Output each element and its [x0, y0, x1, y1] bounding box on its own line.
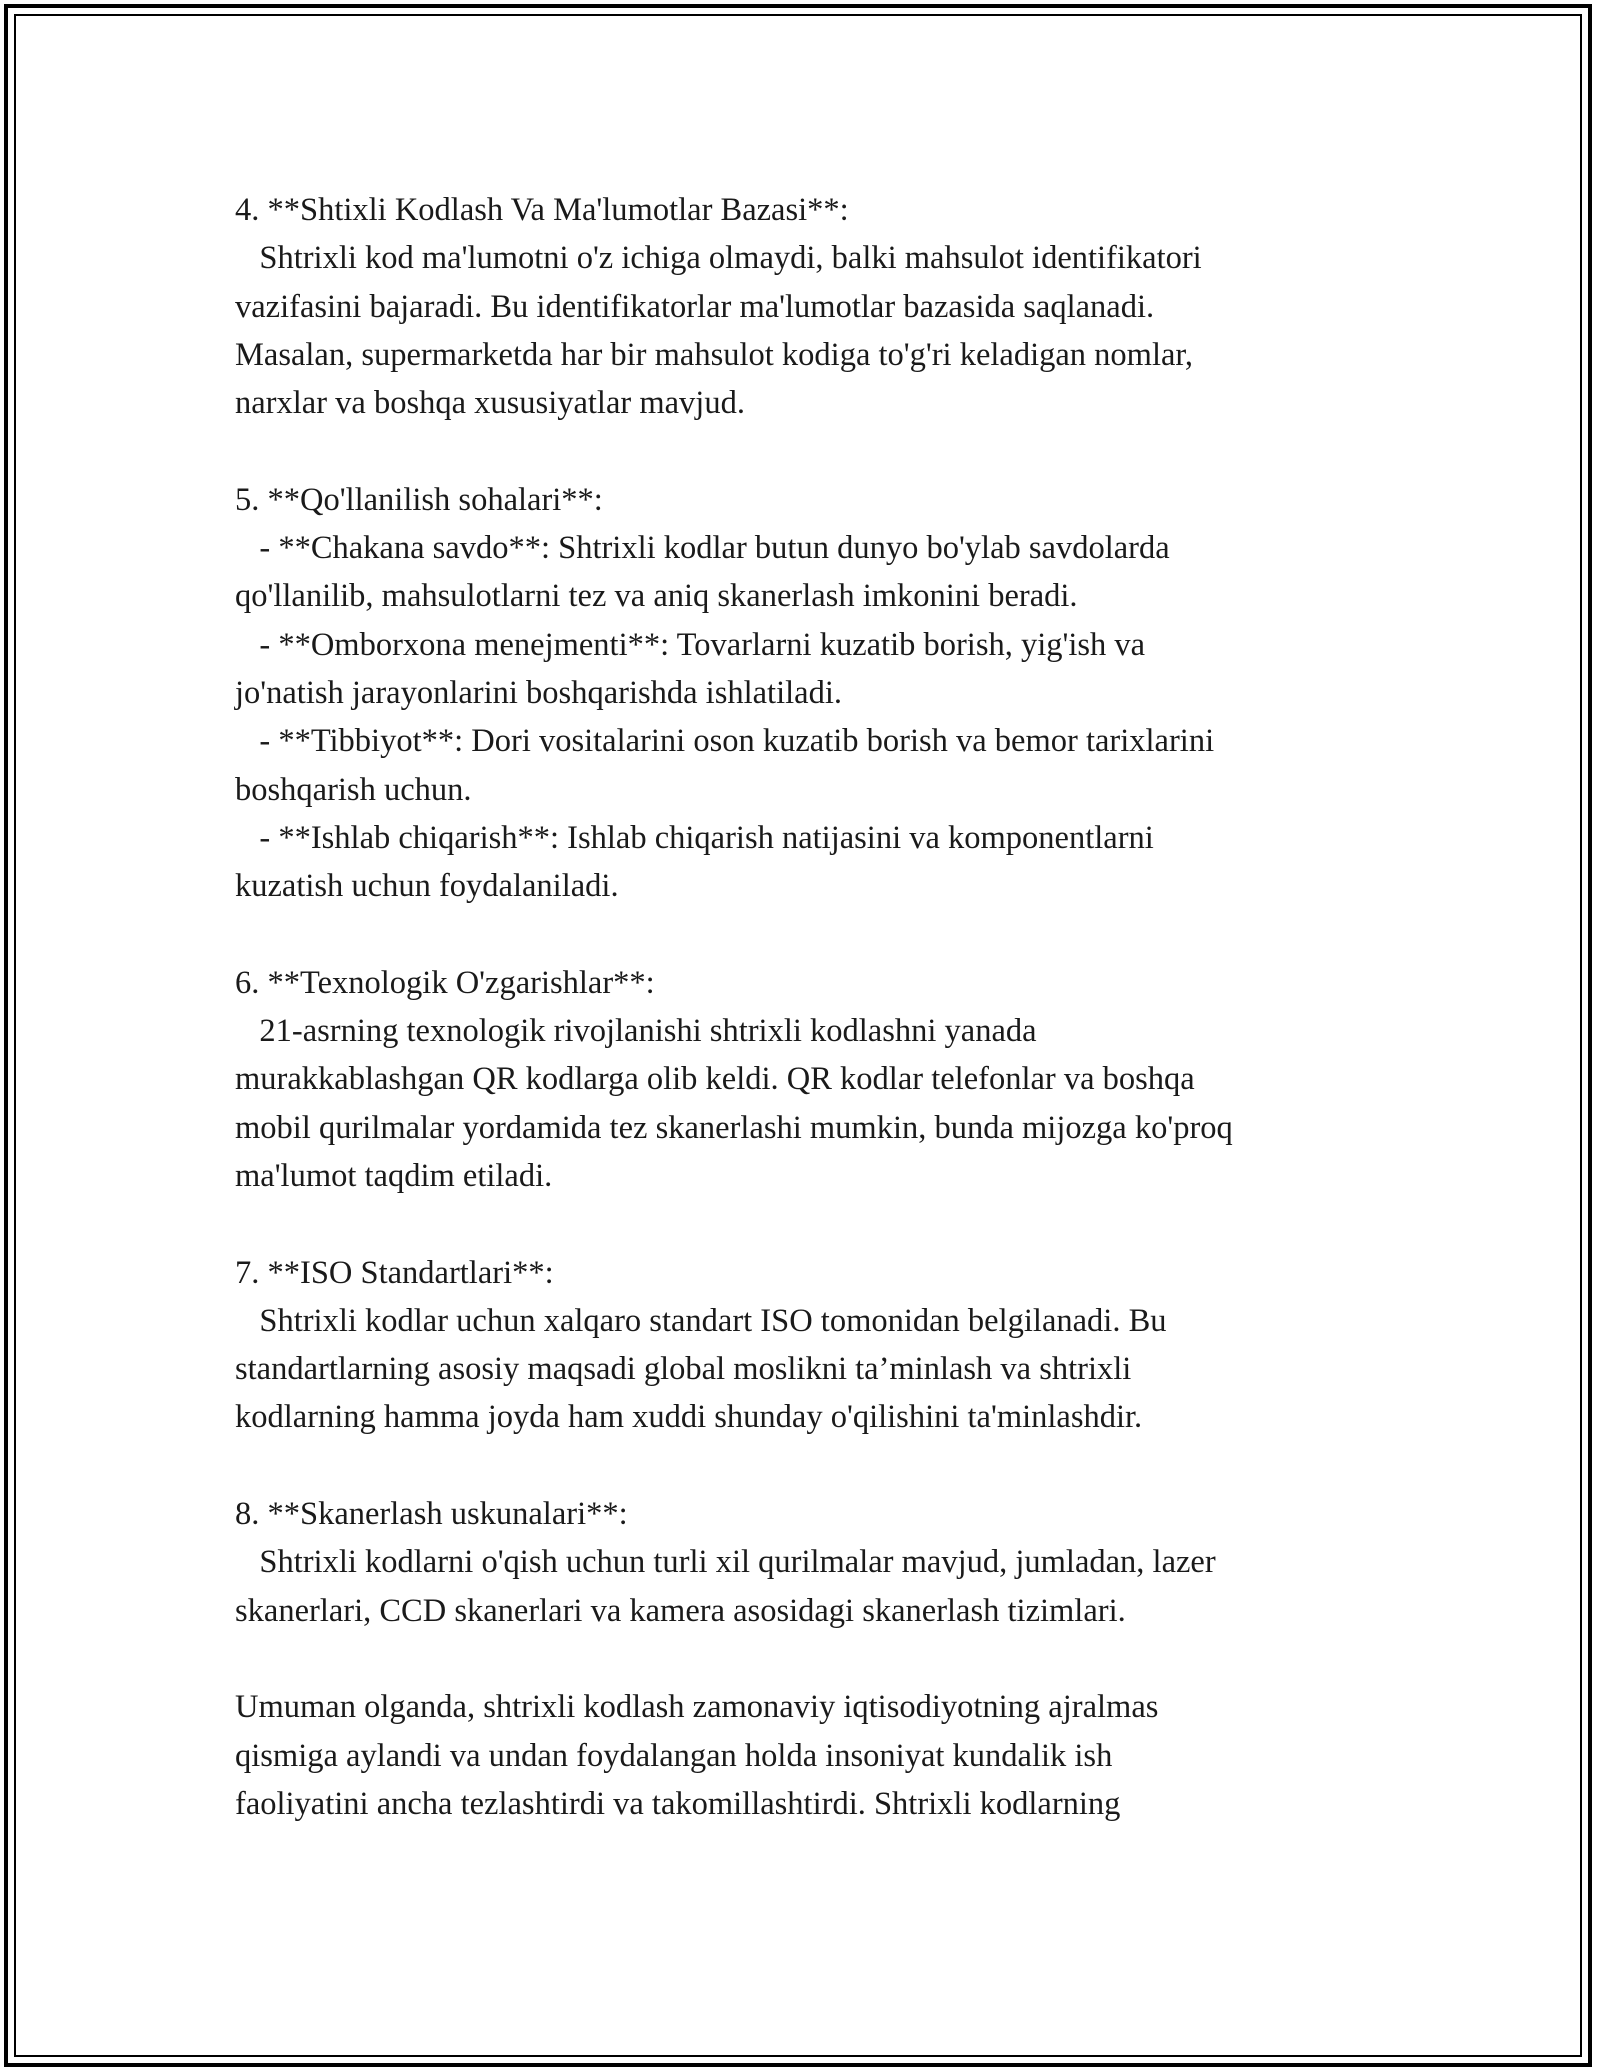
paragraph-line: qismiga aylandi va undan foydalangan holda insoniyat kundalik ish	[235, 1737, 1113, 1774]
list-item-line: - **Tibbiyot**: Dori vositalarini oson kuzatib borish va bemor tarixlarini	[235, 723, 1215, 760]
paragraph-line: murakkablashgan QR kodlarga olib keldi. QR kodlar telefonlar va boshqa	[235, 1061, 1195, 1098]
section-heading: 7. **ISO Standartlari**:	[235, 1254, 554, 1291]
section-iso-standards	[235, 1249, 1385, 1442]
paragraph-line: skanerlari, CCD skanerlari va kamera asosidagi skanerlash tizimlari.	[235, 1592, 1126, 1629]
paragraph-line: mobil qurilmalar yordamida tez skanerlashi mumkin, bunda mijozga ko'proq	[235, 1109, 1233, 1146]
list-item-line: qo'llanilib, mahsulotlarni tez va aniq skanerlash imkonini beradi.	[235, 578, 1078, 615]
paragraph-line: Shtrixli kodlar uchun xalqaro standart ISO tomonidan belgilanadi. Bu	[235, 1302, 1167, 1339]
section-technology	[235, 959, 1385, 1200]
paragraph-line: vazifasini bajaradi. Bu identifikatorlar ma'lumotlar bazasida saqlanadi.	[235, 288, 1155, 325]
document-body	[235, 186, 1385, 1828]
section-heading: 6. **Texnologik O'zgarishlar**:	[235, 964, 655, 1001]
section-applications	[235, 476, 1385, 911]
section-database	[235, 186, 1385, 427]
list-item-line: - **Ishlab chiqarish**: Ishlab chiqarish natijasini va komponentlarni	[235, 819, 1154, 856]
paragraph-line: narxlar va boshqa xususiyatlar mavjud.	[235, 385, 745, 422]
list-item-line: kuzatish uchun foydalaniladi.	[235, 868, 619, 905]
conclusion-paragraph	[235, 1683, 1385, 1828]
paragraph-line: standartlarning asosiy maqsadi global moslikni ta’minlash va shtrixli	[235, 1351, 1132, 1388]
paragraph-line: faoliyatini ancha tezlashtirdi va takomillashtirdi. Shtrixli kodlarning	[235, 1785, 1121, 1822]
list-item-line: - **Chakana savdo**: Shtrixli kodlar butun dunyo bo'ylab savdolarda	[235, 530, 1170, 567]
paragraph-line: ma'lumot taqdim etiladi.	[235, 1157, 553, 1194]
spacer	[235, 1442, 1385, 1490]
paragraph-line: kodlarning hamma joyda ham xuddi shunday o'qilishini ta'minlashdir.	[235, 1399, 1143, 1436]
paragraph-line: Shtrixli kodlarni o'qish uchun turli xil qurilmalar mavjud, jumladan, lazer	[235, 1544, 1216, 1581]
section-heading: 4. **Shtixli Kodlash Va Ma'lumotlar Bazasi**:	[235, 192, 849, 228]
list-item-line: - **Omborxona menejmenti**: Tovarlarni kuzatib borish, yig'ish va	[235, 626, 1146, 663]
paragraph-line: Shtrixli kod ma'lumotni o'z ichiga olmaydi, balki mahsulot identifikatori	[235, 240, 1202, 277]
section-heading: 8. **Skanerlash uskunalari**:	[235, 1496, 628, 1533]
section-scanning-equipment	[235, 1490, 1385, 1635]
spacer	[235, 1635, 1385, 1683]
spacer	[235, 1200, 1385, 1248]
paragraph-line: Masalan, supermarketda har bir mahsulot kodiga to'g'ri keladigan nomlar,	[235, 336, 1194, 373]
section-heading: 5. **Qo'llanilish sohalari**:	[235, 481, 603, 518]
list-item-line: jo'natish jarayonlarini boshqarishda ishlatiladi.	[235, 674, 842, 711]
list-item-line: boshqarish uchun.	[235, 771, 472, 808]
paragraph-line: Umuman olganda, shtrixli kodlash zamonaviy iqtisodiyotning ajralmas	[235, 1689, 1159, 1726]
paragraph-line: 21-asrning texnologik rivojlanishi shtrixli kodlashni yanada	[235, 1013, 1037, 1050]
spacer	[235, 910, 1385, 958]
spacer	[235, 427, 1385, 475]
